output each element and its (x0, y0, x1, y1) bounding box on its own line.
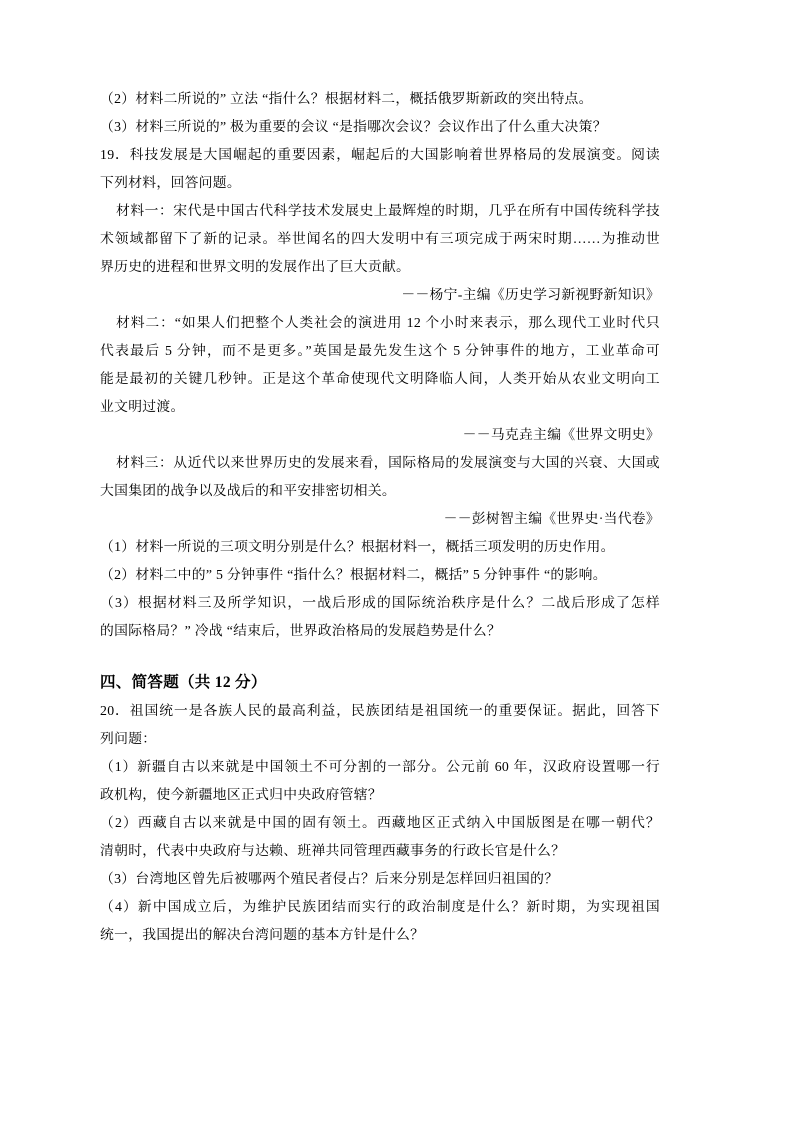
sub-question-line: 政机构，使今新疆地区正式归中央政府管辖？ (100, 787, 382, 802)
sub-question-line: 统一，我国提出的解决台湾问题的基本方针是什么？ (100, 927, 425, 942)
question-19-line: 19．科技发展是大国崛起的重要因素，崛起后的大国影响着世界格局的发展演变。阅读 (100, 147, 660, 162)
sub-question-line: （1）材料一所说的三项文明分别是什么？根据材料一，概括三项发明的历史作用。 (100, 539, 615, 554)
material-2-line: 业文明过渡。 (100, 399, 185, 414)
material-1-line: 术领域都留下了新的记录。举世闻名的四大发明中有三项完成于两宋时期……为推动世 (100, 231, 660, 246)
question-19-line: 下列材料，回答问题。 (100, 175, 241, 190)
sub-question-line: （4）新中国成立后，为维护民族团结而实行的政治制度是什么？新时期，为实现祖国 (100, 899, 660, 914)
material-2-line: 能是最初的关键几秒钟。正是这个革命使现代文明降临人间，人类开始从农业文明向工 (100, 371, 660, 386)
document-content (100, 85, 660, 949)
sub-question-line: （3）根据材料三及所学知识，一战后形成的国际统治秩序是什么？二战后形成了怎样 (100, 595, 660, 610)
material-3-line: 材料三：从近代以来世界历史的发展来看，国际格局的发展演变与大国的兴衰、大国或 (116, 455, 660, 470)
material-3-line: 大国集团的战争以及战后的和平安排密切相关。 (100, 483, 397, 498)
section-heading: 四、简答题（共 12 分） (100, 674, 267, 691)
sub-question-line: 的国际格局？” 冷战 “结束后，世界政治格局的发展趋势是什么？ (100, 623, 501, 638)
question-line: （2）材料二所说的” 立法 “指什么？根据材料二，概括俄罗斯新政的突出特点。 (100, 91, 593, 106)
question-20-line: 列问题： (100, 731, 157, 746)
source-attribution: －－马克垚主编《世界文明史》 (462, 427, 660, 442)
question-20-line: 20．祖国统一是各族人民的最高利益，民族团结是祖国统一的重要保证。据此，回答下 (100, 703, 660, 718)
source-attribution: －－杨宁-主编《历史学习新视野新知识》 (401, 287, 660, 302)
material-2-line: 代表最后 5 分钟，而不是更多。”英国是最先发生这个 5 分钟事件的地方，工业革命可 (100, 343, 660, 358)
sub-question-line: （2）材料二中的” 5 分钟事件 “指什么？根据材料二，概括” 5 分钟事件 “的影响。 (100, 567, 607, 582)
material-1-line: 界历史的进程和世界文明的发展作出了巨大贡献。 (100, 259, 411, 274)
material-1-line: 材料一：宋代是中国古代科学技术发展史上最辉煌的时期，几乎在所有中国传统科学技 (116, 203, 660, 218)
blank-line (100, 645, 660, 669)
sub-question-line: （3）台湾地区曾先后被哪两个殖民者侵占？后来分别是怎样回归祖国的？ (100, 871, 559, 886)
question-line: （3）材料三所说的” 极为重要的会议 “是指哪次会议？会议作出了什么重大决策？ (100, 119, 607, 134)
sub-question-line: （2）西藏自古以来就是中国的固有领土。西藏地区正式纳入中国版图是在哪一朝代？ (100, 815, 660, 830)
sub-question-line: （1）新疆自古以来就是中国领土不可分割的一部分。公元前 60 年，汉政府设置哪一行 (100, 759, 660, 774)
material-2-line: 材料二：“如果人们把整个人类社会的演进用 12 个小时来表示，那么现代工业时代只 (116, 315, 660, 330)
sub-question-line: 清朝时，代表中央政府与达赖、班禅共同管理西藏事务的行政长官是什么？ (100, 843, 566, 858)
source-attribution: －－彭树智主编《世界史·当代卷》 (443, 511, 660, 526)
